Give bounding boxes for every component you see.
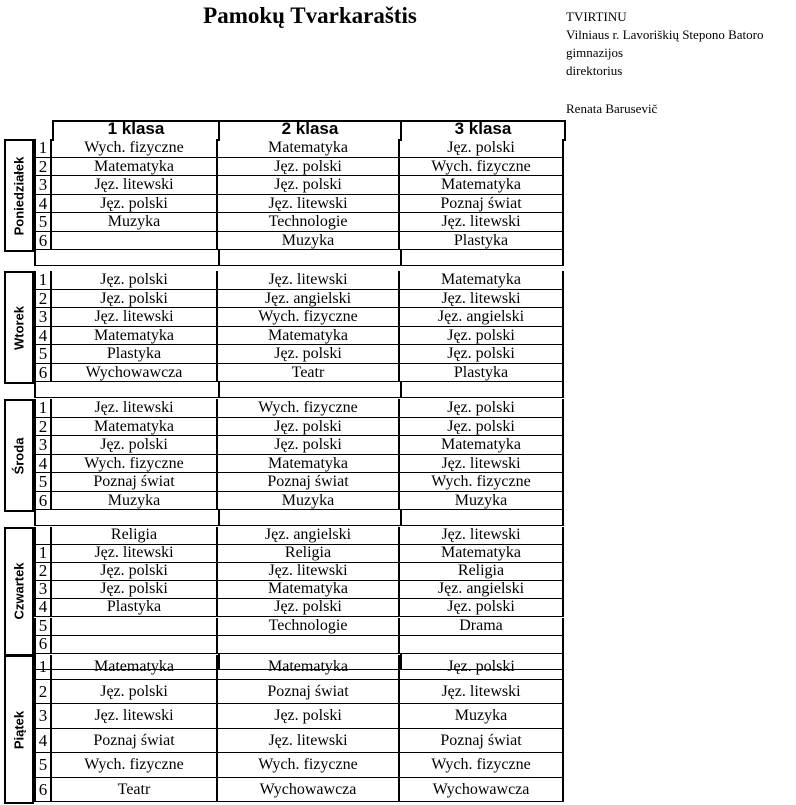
class-2-subject: Poznaj świat (218, 680, 400, 704)
lesson-number: 3 (34, 581, 52, 598)
class-1-subject: Jęz. polski (52, 680, 218, 704)
class-2-subject: Jęz. polski (218, 418, 400, 436)
day-name: Wtorek (11, 305, 27, 350)
class-2-subject: Jęz. polski (218, 704, 400, 728)
class-3-subject: Wych. fizyczne (400, 158, 564, 176)
class-1-subject (52, 618, 218, 635)
class-3-subject: Jęz. angielski (400, 581, 564, 598)
lesson-row (34, 308, 564, 327)
class-2-subject: Jęz. angielski (218, 527, 400, 544)
lesson-number: 3 (34, 176, 52, 194)
day-label (4, 399, 34, 512)
class-2-subject: Muzyka (218, 232, 400, 250)
lesson-row (34, 778, 564, 803)
lesson-number: 6 (34, 492, 52, 510)
class-2-subject: Wychowawcza (218, 778, 400, 802)
class-3-subject: Matematyka (400, 271, 564, 289)
lesson-number: 4 (34, 599, 52, 616)
class-1-subject: Poznaj świat (52, 729, 218, 753)
class-3-subject: Plastyka (400, 364, 564, 382)
class-1-subject: Jęz. litewski (52, 308, 218, 326)
class-3-subject: Jęz. polski (400, 327, 564, 345)
class-2-subject: Jęz. litewski (218, 271, 400, 289)
lesson-number: 5 (34, 473, 52, 491)
class-1-subject: Wych. fizyczne (52, 753, 218, 777)
class-2-subject: Jęz. litewski (218, 563, 400, 580)
class-3-subject: Jęz. litewski (400, 527, 564, 544)
class-1-subject: Matematyka (52, 655, 218, 679)
class-1-subject: Teatr (52, 778, 218, 802)
lesson-row (34, 473, 564, 492)
class-2-subject: Religia (218, 545, 400, 562)
day-label (4, 139, 34, 252)
lesson-row (34, 636, 564, 654)
lesson-number: 4 (34, 195, 52, 213)
class-1-subject: Jęz. litewski (52, 704, 218, 728)
lesson-row (34, 418, 564, 437)
class-1-subject: Plastyka (52, 599, 218, 616)
class-1-subject: Jęz. polski (52, 581, 218, 598)
class-2-subject: Technologie (218, 618, 400, 635)
separator-row (34, 382, 564, 398)
lesson-row (34, 195, 564, 214)
class-3-subject: Matematyka (400, 176, 564, 194)
class-2-subject: Matematyka (218, 327, 400, 345)
day-label (4, 527, 34, 656)
class-1-subject: Jęz. litewski (52, 176, 218, 194)
lesson-row (34, 158, 564, 177)
approval-line: gimnazijos (566, 45, 624, 60)
class-3-subject: Muzyka (400, 704, 564, 728)
class-1-subject: Muzyka (52, 492, 218, 510)
class-2-subject: Jęz. polski (218, 345, 400, 363)
approval-signer: Renata Barusevič (566, 101, 658, 116)
lesson-row (34, 563, 564, 581)
lesson-number: 3 (34, 704, 52, 728)
class-3-subject: Jęz. litewski (400, 213, 564, 231)
lesson-number: 5 (34, 213, 52, 231)
lesson-row (34, 436, 564, 455)
lesson-row (34, 399, 564, 418)
lesson-row (34, 139, 564, 158)
lesson-number (34, 527, 52, 544)
lesson-row (34, 176, 564, 195)
lesson-number: 5 (34, 753, 52, 777)
class-1-subject: Jęz. polski (52, 436, 218, 454)
lesson-row (34, 345, 564, 364)
class-2-subject: Muzyka (218, 492, 400, 510)
class-1-subject: Jęz. litewski (52, 399, 218, 417)
class-3-subject: Religia (400, 563, 564, 580)
lesson-number: 1 (34, 139, 52, 157)
class-3-subject: Drama (400, 618, 564, 635)
class-2-subject: Poznaj świat (218, 473, 400, 491)
class-1-subject: Matematyka (52, 158, 218, 176)
class-2-subject: Jęz. angielski (218, 290, 400, 308)
class-1-subject (52, 232, 218, 250)
lesson-number: 3 (34, 436, 52, 454)
class-2-subject: Jęz. polski (218, 599, 400, 616)
lesson-row (34, 527, 564, 545)
day-name: Piątek (11, 710, 27, 749)
class-2-subject: Matematyka (218, 655, 400, 679)
page-title: Pamokų Tvarkaraštis (203, 3, 417, 28)
lesson-number: 5 (34, 618, 52, 635)
class-2-subject: Wych. fizyczne (218, 399, 400, 417)
class-3-subject: Wych. fizyczne (400, 473, 564, 491)
class-1-subject: Jęz. polski (52, 563, 218, 580)
class-1-subject: Matematyka (52, 418, 218, 436)
lesson-row (34, 753, 564, 778)
class-1-subject: Jęz. litewski (52, 545, 218, 562)
lesson-number: 4 (34, 327, 52, 345)
lesson-number: 2 (34, 158, 52, 176)
class-3-subject: Jęz. litewski (400, 455, 564, 473)
day-label (4, 271, 34, 384)
class-2-subject: Jęz. polski (218, 158, 400, 176)
class-1-subject: Wych. fizyczne (52, 455, 218, 473)
lesson-number: 6 (34, 364, 52, 382)
class-3-subject: Wych. fizyczne (400, 753, 564, 777)
class-2-subject: Technologie (218, 213, 400, 231)
class-2-subject: Teatr (218, 364, 400, 382)
day-name: Poniedziałek (11, 156, 27, 235)
lesson-row (34, 290, 564, 309)
class-1-subject: Jęz. polski (52, 271, 218, 289)
class-1-subject: Religia (52, 527, 218, 544)
class-header-3: 3 klasa (400, 120, 566, 141)
class-3-subject: Jęz. angielski (400, 308, 564, 326)
class-3-subject: Jęz. polski (400, 599, 564, 616)
class-2-subject: Matematyka (218, 455, 400, 473)
day-label (4, 655, 34, 804)
class-1-subject: Wychowawcza (52, 364, 218, 382)
class-2-subject: Wych. fizyczne (218, 308, 400, 326)
class-1-subject: Muzyka (52, 213, 218, 231)
class-2-subject: Jęz. polski (218, 436, 400, 454)
class-3-subject: Wychowawcza (400, 778, 564, 802)
lesson-row (34, 729, 564, 754)
lesson-number: 6 (34, 778, 52, 802)
class-1-subject (52, 636, 218, 653)
lesson-row (34, 213, 564, 232)
lesson-number: 1 (34, 271, 52, 289)
class-3-subject: Jęz. polski (400, 345, 564, 363)
class-2-subject: Matematyka (218, 581, 400, 598)
lesson-number: 3 (34, 308, 52, 326)
separator-row (34, 510, 564, 526)
class-3-subject: Jęz. polski (400, 418, 564, 436)
lesson-row (34, 655, 564, 680)
class-2-subject: Matematyka (218, 139, 400, 157)
class-3-subject: Muzyka (400, 492, 564, 510)
class-3-subject: Poznaj świat (400, 729, 564, 753)
lesson-row (34, 680, 564, 705)
lesson-row (34, 492, 564, 511)
class-3-subject: Jęz. polski (400, 655, 564, 679)
lesson-number: 4 (34, 729, 52, 753)
class-3-subject: Matematyka (400, 436, 564, 454)
lesson-number: 5 (34, 345, 52, 363)
class-3-subject: Plastyka (400, 232, 564, 250)
class-2-subject: Jęz. polski (218, 176, 400, 194)
class-1-subject: Plastyka (52, 345, 218, 363)
approval-line: Vilniaus r. Lavoriškių Stepono Batoro (566, 27, 764, 42)
approval-line: TVIRTINU (566, 9, 627, 24)
lesson-row (34, 599, 564, 617)
class-3-subject (400, 636, 564, 653)
class-header-2: 2 klasa (218, 120, 402, 141)
class-1-subject: Jęz. polski (52, 290, 218, 308)
lesson-row (34, 618, 564, 636)
class-1-subject: Matematyka (52, 327, 218, 345)
lesson-row (34, 545, 564, 563)
class-3-subject: Jęz. litewski (400, 290, 564, 308)
day-name: Środa (11, 437, 27, 474)
lesson-number: 2 (34, 563, 52, 580)
lesson-number: 1 (34, 655, 52, 679)
class-2-subject: Jęz. litewski (218, 729, 400, 753)
lesson-number: 6 (34, 232, 52, 250)
lesson-row (34, 271, 564, 290)
lesson-number: 1 (34, 545, 52, 562)
class-2-subject: Wych. fizyczne (218, 753, 400, 777)
lesson-number: 2 (34, 680, 52, 704)
lesson-row (34, 364, 564, 383)
lesson-number: 6 (34, 636, 52, 653)
class-1-subject: Poznaj świat (52, 473, 218, 491)
class-3-subject: Poznaj świat (400, 195, 564, 213)
class-3-subject: Jęz. litewski (400, 680, 564, 704)
lesson-number: 4 (34, 455, 52, 473)
class-3-subject: Jęz. polski (400, 399, 564, 417)
class-2-subject (218, 636, 400, 653)
lesson-number: 2 (34, 418, 52, 436)
class-header-1: 1 klasa (52, 120, 220, 141)
lesson-number: 2 (34, 290, 52, 308)
class-1-subject: Wych. fizyczne (52, 139, 218, 157)
separator-row (34, 250, 564, 266)
lesson-number: 1 (34, 399, 52, 417)
lesson-row (34, 455, 564, 474)
lesson-row (34, 232, 564, 251)
lesson-row (34, 704, 564, 729)
lesson-row (34, 581, 564, 599)
class-3-subject: Matematyka (400, 545, 564, 562)
class-3-subject: Jęz. polski (400, 139, 564, 157)
approval-line: direktorius (566, 63, 623, 78)
class-2-subject: Jęz. litewski (218, 195, 400, 213)
day-name: Czwartek (11, 562, 27, 620)
class-1-subject: Jęz. polski (52, 195, 218, 213)
lesson-row (34, 327, 564, 346)
